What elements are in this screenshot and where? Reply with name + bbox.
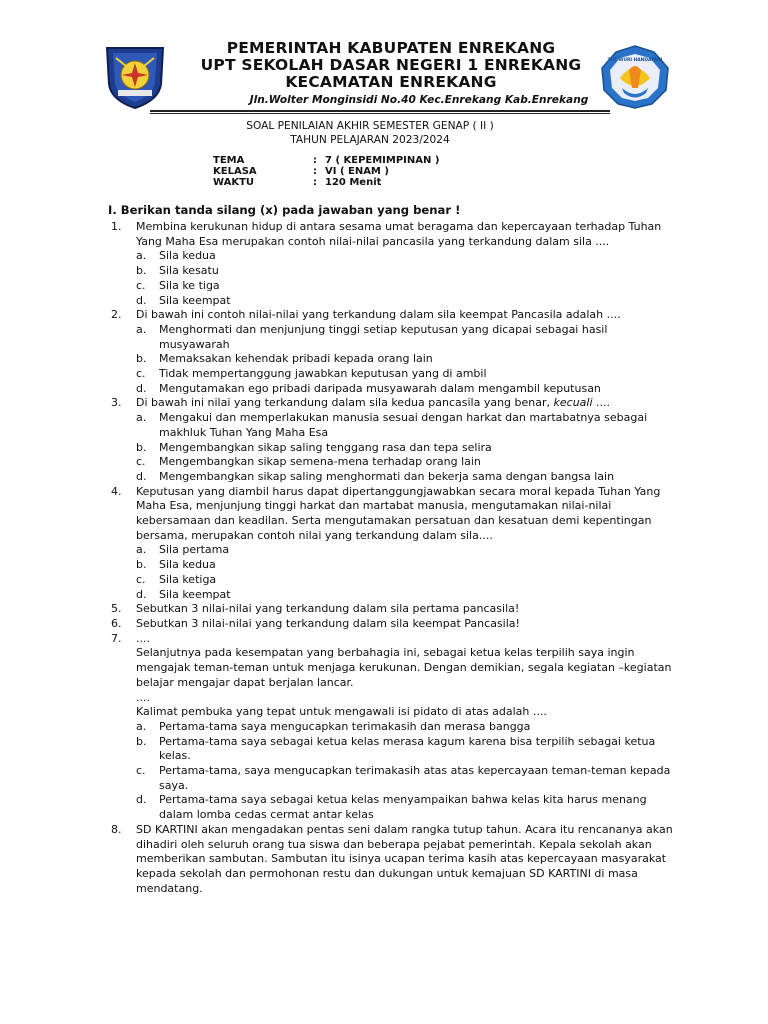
option-text: Mengembangkan sikap semena-mena terhadap orang lain (159, 455, 481, 469)
question-stem (0, 617, 676, 632)
option-letter: b. (136, 734, 147, 748)
answer-option (0, 294, 679, 309)
question-item (0, 823, 768, 897)
answer-option (0, 411, 679, 440)
option-text: Pertama-tama saya sebagai ketua kelas merasa kagum karena bisa terpilih sebagai ketua (159, 734, 656, 748)
option-text: dalam lomba cedas cermat antar kelas (159, 808, 374, 822)
letterhead-rule-thick (150, 110, 610, 112)
option-text: Sila keempat (159, 587, 231, 601)
info-row (213, 177, 439, 188)
option-text: Mengembangkan sikap saling tenggang rasa dan tepa selira (159, 440, 492, 454)
option-text: musyawarah (159, 337, 230, 351)
option-text: Sila kedua (159, 558, 216, 572)
info-value: VI ( ENAM ) (325, 166, 389, 177)
question-number: 8. (111, 822, 122, 836)
letterhead-line-1: PEMERINTAH KABUPATEN ENREKANG (226, 39, 556, 57)
regency-emblem-icon (104, 44, 166, 110)
question-stem (0, 823, 676, 897)
option-letter: b. (136, 264, 147, 278)
option-text: Mengakui dan memperlakukan manusia sesuai dengan harkat dan martabatnya sebagai (159, 411, 648, 425)
option-text: kelas. (159, 749, 191, 763)
question-stem (0, 396, 676, 411)
question-item (0, 617, 768, 632)
answer-option (0, 352, 679, 367)
info-row (213, 166, 439, 177)
question-number: 4. (111, 484, 122, 498)
answer-option (0, 382, 679, 397)
question-passage-line: .... (136, 690, 150, 704)
option-letter: c. (136, 764, 146, 778)
letterhead-line-2: UPT SEKOLAH DASAR NEGERI 1 ENREKANG (200, 56, 582, 74)
question-passage-line: mengajak teman-teman untuk menjaga kerukunan. Dengan demikian, segala kegiatan –kegiatan (136, 661, 672, 675)
answer-option (0, 735, 679, 764)
option-letter: d. (136, 469, 147, 483)
option-text: Sila kesatu (159, 264, 219, 278)
option-text: Pertama-tama, saya mengucapkan terimakasih atas atas kepercayaan teman-teman kepada (159, 764, 671, 778)
option-text: Pertama-tama saya sebagai ketua kelas menyampaikan bahwa kelas kita harus menang (159, 793, 647, 807)
option-text: Menghormati dan menjunjung tinggi setiap keputusan yang dicapai sebagai hasil (159, 322, 608, 336)
option-letter: c. (136, 572, 146, 586)
question-line: memberikan sambutan. Sambutan itu isinya ucapan terima kasih atas kepercayaan masyarakat (136, 852, 667, 866)
question-emphasis: kecuali (553, 396, 593, 410)
exam-info (213, 155, 439, 188)
option-text: Mengembangkan sikap saling menghormati dan bekerja sama dengan bangsa lain (159, 469, 615, 483)
answer-option (0, 573, 679, 588)
question-item (0, 485, 768, 603)
question-line: Keputusan yang diambil harus dapat dipertanggungjawabkan secara moral kepada Tuhan Yang (136, 484, 661, 498)
exam-year: TAHUN PELAJARAN 2023/2024 (290, 134, 450, 146)
option-letter: d. (136, 381, 147, 395)
question-line: Maha Esa, menjunjung tinggi harkat dan martabat manusia, mengutamakan nilai-nilai (136, 499, 612, 513)
question-passage-line: Selanjutnya pada kesempatan yang berbahagia ini, sebagai ketua kelas terpilih saya ingin (136, 646, 635, 660)
info-label: TEMA (213, 155, 245, 166)
answer-option (0, 470, 679, 485)
option-text: saya. (159, 778, 189, 792)
option-letter: d. (136, 293, 147, 307)
question-line: kebersamaan dan keadilan. Serta mengutamakan persatuan dan kesatuan demi kepentingan (136, 514, 652, 528)
answer-option (0, 793, 679, 822)
question-list (0, 220, 768, 896)
option-text: Sila ketiga (159, 572, 217, 586)
question-number: 3. (111, 396, 122, 410)
question-number: 7. (111, 631, 122, 645)
question-line: kepada sekolah dan permohonan restu dan dukungan untuk kemajuan SD KARTINI di masa (136, 866, 638, 880)
answer-option (0, 543, 679, 558)
info-value: 7 ( KEPEMIMPINAN ) (325, 155, 440, 166)
option-letter: c. (136, 278, 146, 292)
option-text: Memaksakan kehendak pribadi kepada orang lain (159, 352, 433, 366)
answer-option (0, 279, 679, 294)
answer-option (0, 264, 679, 279)
option-letter: b. (136, 558, 147, 572)
question-line: mendatang. (136, 881, 203, 895)
question-passage-line: Kalimat pembuka yang tepat untuk mengawali isi pidato di atas adalah .... (136, 705, 547, 719)
tut-wuri-label: TUT WURI HANDAYANI (607, 58, 663, 63)
option-letter: a. (136, 543, 147, 557)
letterhead-rule-thin (150, 113, 610, 114)
answer-option (0, 558, 679, 573)
info-label: KELASA (213, 166, 257, 177)
question-stem (0, 308, 676, 323)
question-text-tail: .... (592, 396, 611, 410)
option-text: Sila keempat (159, 293, 231, 307)
option-letter: b. (136, 352, 147, 366)
question-stem (0, 602, 676, 617)
question-item (0, 602, 768, 617)
question-line: SD KARTINI akan mengadakan pentas seni dalam rangka tutup tahun. Acara itu rencananya akan (136, 822, 673, 836)
question-item (0, 396, 768, 484)
option-letter: a. (136, 411, 147, 425)
answer-option (0, 367, 679, 382)
exam-title-block (190, 119, 550, 147)
option-letter: d. (136, 587, 147, 601)
info-label: WAKTU (213, 177, 255, 188)
option-letter: c. (136, 455, 146, 469)
question-stem (0, 485, 676, 544)
answer-option (0, 323, 679, 352)
question-stem (0, 632, 676, 647)
option-letter: a. (136, 322, 147, 336)
info-separator: : (313, 177, 317, 188)
answer-option (0, 588, 679, 603)
letterhead-address: Jln.Wolter Monginsidi No.40 Kec.Enrekang Kab.Enrekang (249, 94, 589, 106)
exam-title: SOAL PENILAIAN AKHIR SEMESTER GENAP ( II ) (246, 120, 494, 132)
question-line: bersama, merupakan contoh nilai yang terkandung dalam sila.... (136, 528, 493, 542)
letterhead-line-3: KECAMATAN ENREKANG (285, 73, 497, 91)
question-line: Di bawah ini contoh nilai-nilai yang terkandung dalam sila keempat Pancasila adalah .... (136, 308, 621, 322)
question-item (0, 632, 768, 823)
question-number: 5. (111, 602, 122, 616)
option-letter: c. (136, 367, 146, 381)
question-item (0, 220, 768, 308)
option-letter: b. (136, 440, 147, 454)
question-item (0, 308, 768, 396)
question-line (136, 396, 676, 411)
answer-option (0, 455, 679, 470)
question-line: .... (136, 631, 150, 645)
instruction: I. Berikan tanda silang (x) pada jawaban yang benar ! (108, 203, 461, 217)
option-letter: a. (136, 249, 147, 263)
question-passage-line: belajar mengajar dapat berjalan lancar. (136, 675, 354, 689)
info-separator: : (313, 155, 317, 166)
option-text: Sila pertama (159, 543, 230, 557)
option-letter: a. (136, 719, 147, 733)
question-number: 6. (111, 616, 122, 630)
option-letter: d. (136, 793, 147, 807)
option-text: Pertama-tama saya mengucapkan terimakasih dan merasa bangga (159, 719, 531, 733)
question-line: Sebutkan 3 nilai-nilai yang terkandung dalam sila keempat Pancasila! (136, 616, 520, 630)
answer-option (0, 764, 679, 793)
info-separator: : (313, 166, 317, 177)
option-text: Sila kedua (159, 249, 216, 263)
answer-option (0, 249, 679, 264)
answer-option (0, 720, 679, 735)
option-text: Tidak mempertanggung jawabkan keputusan yang di ambil (159, 367, 487, 381)
question-stem (0, 220, 676, 249)
option-text: Mengutamakan ego pribadi daripada musyawarah dalam mengambil keputusan (159, 381, 601, 395)
question-line: dihadiri oleh seluruh orang tua siswa dan beberapa pejabat pemerintah. Kepala sekolah akan (136, 837, 652, 851)
question-number: 2. (111, 308, 122, 322)
option-text: Sila ke tiga (159, 278, 220, 292)
option-text: makhluk Tuhan Yang Maha Esa (159, 425, 329, 439)
question-number: 1. (111, 220, 122, 233)
question-text: Di bawah ini nilai yang terkandung dalam sila kedua pancasila yang benar, (136, 396, 554, 410)
info-row (213, 155, 439, 166)
question-line: Membina kerukunan hidup di antara sesama umat beragama dan kepercayaan terhadap Tuhan (136, 220, 662, 233)
info-value: 120 Menit (325, 177, 382, 188)
answer-option (0, 441, 679, 456)
letterhead (170, 40, 612, 108)
question-line: Sebutkan 3 nilai-nilai yang terkandung dalam sila pertama pancasila! (136, 602, 520, 616)
question-line: Yang Maha Esa merupakan contoh nilai-nilai pancasila yang terkandung dalam sila .... (136, 234, 610, 248)
